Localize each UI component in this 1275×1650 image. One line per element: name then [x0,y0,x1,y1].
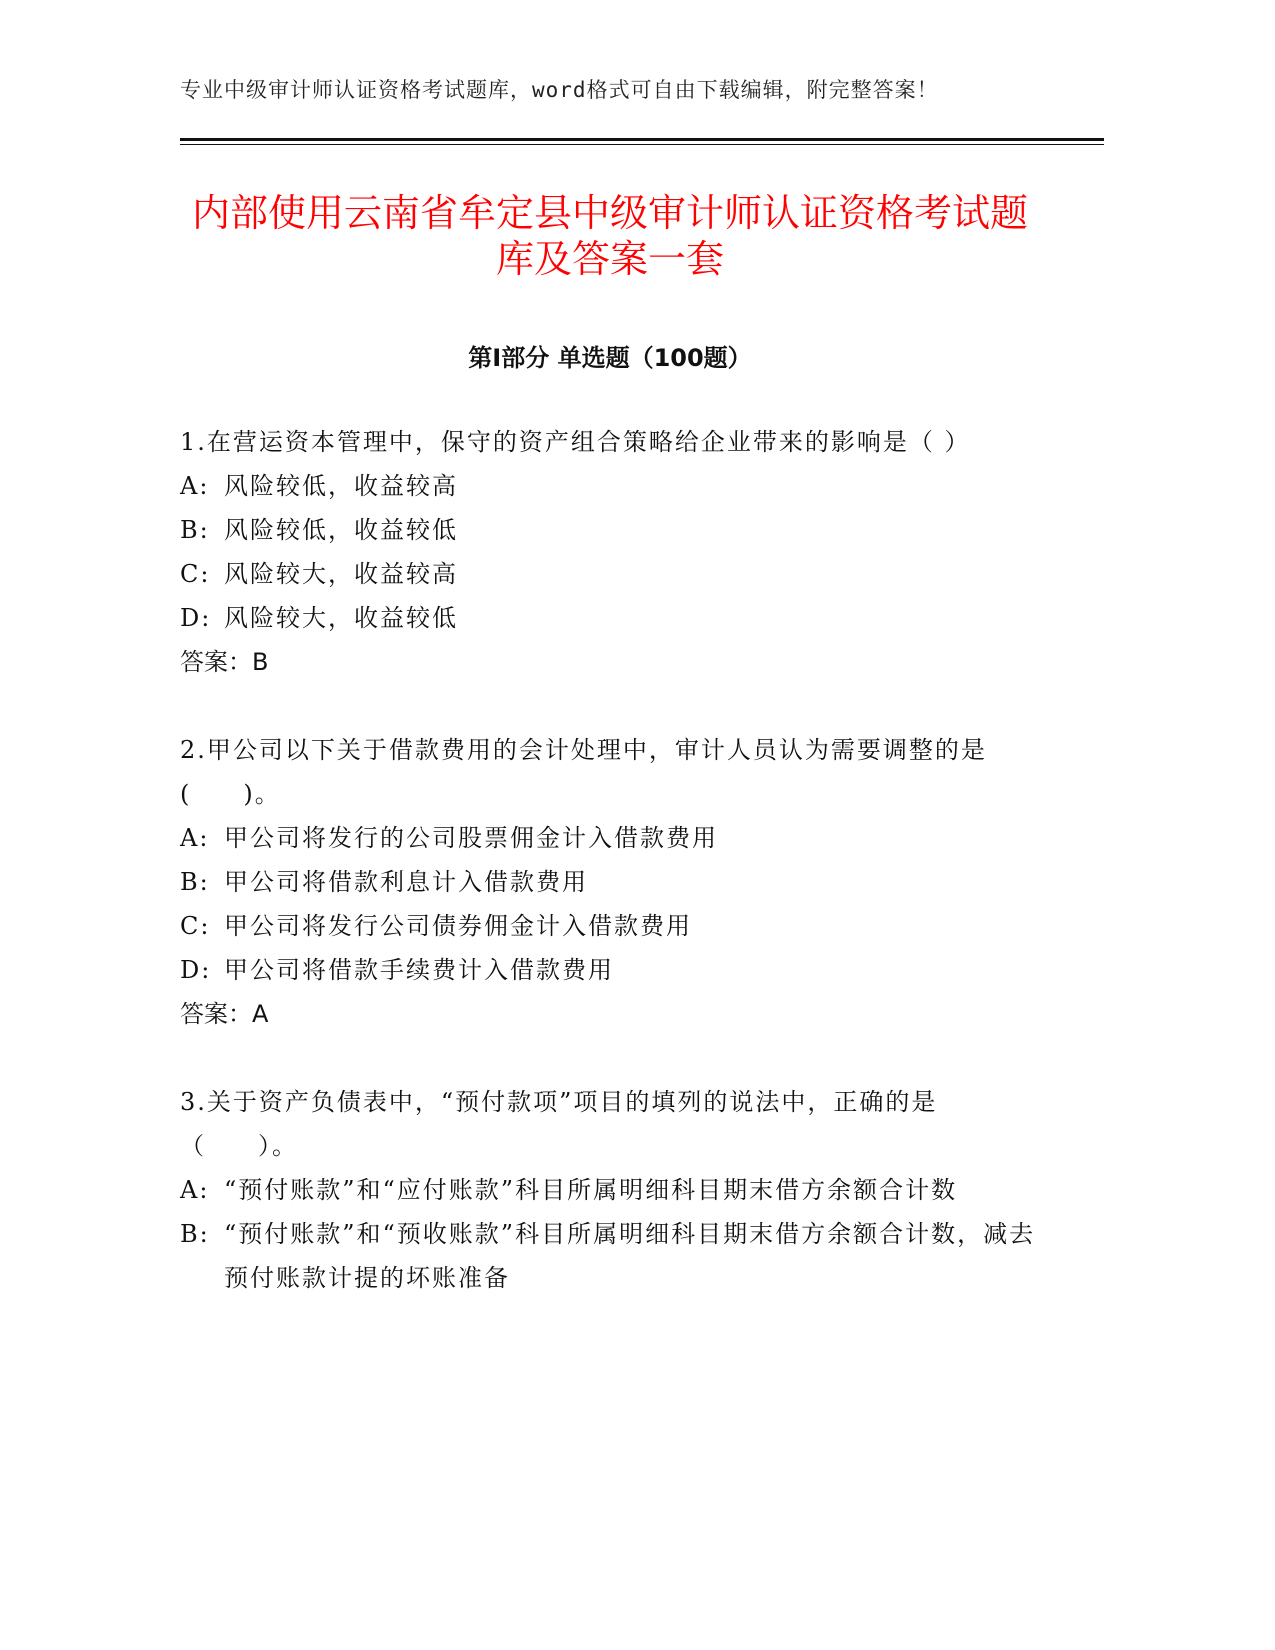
option-text: “预付账款”和“预收账款”科目所属明细科目期末借方余额合计数，减去预付账款计提的坏账准备 [224,1220,1036,1292]
option-text: 甲公司将发行的公司股票佣金计入借款费用 [224,824,718,852]
option-letter: D: [180,604,212,632]
option-text: “预付账款”和“应付账款”科目所属明细科目期末借方余额合计数 [224,1176,958,1204]
header-rule-thick [180,138,1104,141]
option-letter: A: [180,1176,210,1204]
option-text: 甲公司将借款手续费计入借款费用 [224,956,614,984]
option-text: 风险较低，收益较高 [224,472,458,500]
question-2 [180,728,1040,1036]
question-stem: 2.甲公司以下关于借款费用的会计处理中，审计人员认为需要调整的是( )。 [180,736,987,808]
option-letter: A: [180,824,210,852]
option-d [180,948,1040,992]
option-b [180,508,1040,552]
option-letter: B: [180,868,210,896]
option-text: 风险较大，收益较低 [224,604,458,632]
question-3 [180,1080,1040,1300]
header-rule-thin [180,144,1104,145]
option-letter: D: [180,956,212,984]
option-a [180,1168,1040,1212]
option-letter: A: [180,472,210,500]
option-text: 甲公司将发行公司债券佣金计入借款费用 [224,912,692,940]
question-1 [180,420,1040,684]
section-title: 第Ⅰ部分 单选题（100题） [468,344,752,372]
page-header: 专业中级审计师认证资格考试题库，word格式可自由下载编辑，附完整答案！ [180,78,939,102]
option-b [180,1212,1040,1300]
option-a [180,464,1040,508]
question-stem: 1.在营运资本管理中，保守的资产组合策略给企业带来的影响是（ ） [180,428,971,456]
option-letter: C: [180,560,211,588]
option-text: 风险较大，收益较高 [224,560,458,588]
option-b [180,860,1040,904]
option-letter: C: [180,912,211,940]
question-stem: 3.关于资产负债表中，“预付款项”项目的填列的说法中，正确的是（ ）。 [180,1088,938,1160]
option-text: 风险较低，收益较低 [224,516,458,544]
answer: 答案：A [180,1000,269,1028]
question-list [180,420,1040,1344]
option-d [180,596,1040,640]
option-letter: B: [180,516,210,544]
option-letter: B: [180,1220,210,1248]
option-text: 甲公司将借款利息计入借款费用 [224,868,588,896]
option-a [180,816,1040,860]
answer: 答案：B [180,648,269,676]
option-c [180,552,1040,596]
document-title: 内部使用云南省牟定县中级审计师认证资格考试题库及答案一套 [191,191,1028,281]
option-c [180,904,1040,948]
